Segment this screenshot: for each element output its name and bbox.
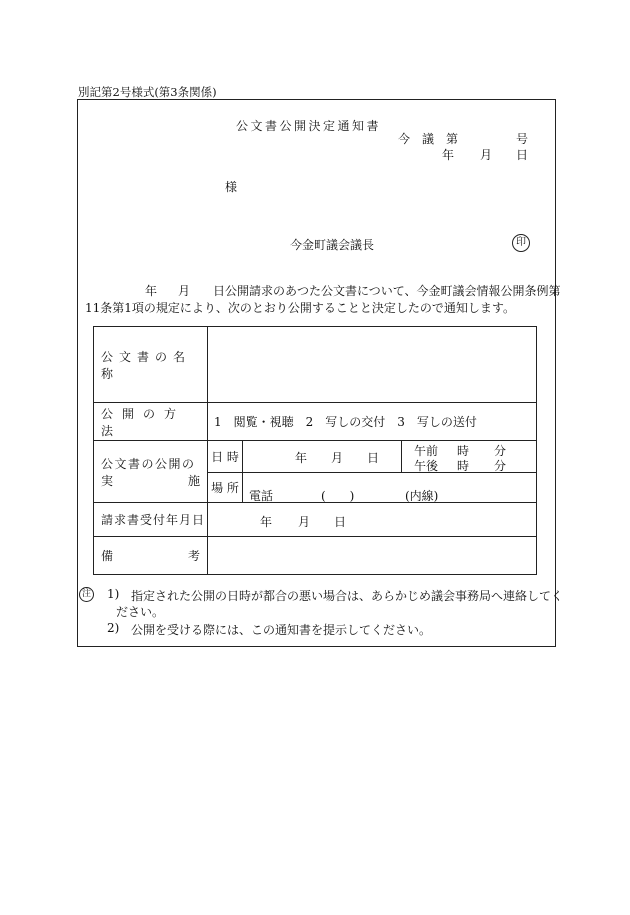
- date-year: 年: [442, 148, 455, 162]
- label-impl-line1: 公文書の公開の: [101, 456, 196, 471]
- date-month: 月: [480, 148, 493, 162]
- label-document-name: [94, 327, 208, 403]
- value-remarks: [208, 537, 537, 575]
- label-datetime: 日 時: [208, 441, 243, 473]
- body-month: 月: [178, 284, 191, 298]
- value-date: [243, 441, 402, 473]
- label-impl-line2: [94, 472, 207, 489]
- note-1-line-2: ださい。: [116, 605, 165, 619]
- rec-day: 日: [334, 515, 347, 529]
- am-minute: 分: [494, 444, 507, 458]
- label-method: [94, 403, 208, 441]
- doc-number-prefix: 今 議 第: [398, 132, 459, 146]
- doc-number-suffix: 号: [516, 132, 529, 146]
- table-row: [94, 327, 537, 403]
- label-text: 公文書の名称: [101, 349, 192, 381]
- note-mark: 注: [79, 587, 94, 602]
- label-remarks-char: 考: [187, 549, 200, 563]
- body-line-2: 11条第1項の規定により、次のとおり公開することと決定したので通知します。: [85, 301, 515, 315]
- label-place: 場 所: [208, 473, 243, 503]
- note-2-text: 公開を受ける際には、この通知書を提示してください。: [131, 623, 432, 637]
- am-hour: 時: [457, 444, 470, 458]
- pm-hour: 時: [457, 459, 470, 473]
- issuer: 今金町議会議長: [290, 238, 375, 252]
- am-label: 午前: [414, 444, 439, 458]
- label-impl-char: 施: [187, 473, 200, 488]
- table-row: [94, 503, 537, 537]
- table-row: [94, 537, 537, 575]
- form-reference: 別記第2号様式(第3条関係): [78, 85, 217, 99]
- value-document-name: [208, 327, 537, 403]
- label-remarks-text: [94, 547, 207, 564]
- pm-label: 午後: [414, 459, 439, 473]
- addressee: 様: [225, 180, 238, 194]
- note-1-line-1: 指定された公開の日時が都合の悪い場合は、あらかじめ議会事務局へ連絡してく: [131, 589, 564, 603]
- label-text: 公開の方法: [101, 406, 186, 438]
- value-received: [208, 503, 537, 537]
- document-title: 公文書公開決定通知書: [236, 119, 382, 133]
- notice-table: [93, 326, 537, 575]
- dt-day: 日: [367, 451, 380, 465]
- seal-mark: 印: [512, 234, 530, 252]
- label-remarks-char: 備: [101, 549, 114, 563]
- label-impl-char: 実: [101, 473, 114, 488]
- phone-area: ( ): [321, 489, 355, 503]
- note-1-number: 1): [107, 587, 120, 601]
- body-year: 年: [145, 284, 158, 298]
- label-remarks: [94, 537, 208, 575]
- body-line-1: 日公開請求のあつた公文書について、今金町議会情報公開条例第: [213, 284, 561, 298]
- pm-minute: 分: [494, 459, 507, 473]
- table-row: [94, 441, 537, 473]
- dt-month: 月: [331, 451, 344, 465]
- rec-month: 月: [298, 515, 311, 529]
- value-method: 1 閲覧・視聴 2 写しの交付 3 写しの送付: [208, 403, 537, 441]
- phone-label: 電話: [249, 489, 274, 503]
- label-text: 請求書受付年月日: [101, 513, 206, 527]
- value-place: [243, 473, 537, 503]
- note-2-number: 2): [107, 621, 120, 635]
- value-time: [402, 441, 537, 473]
- phone-extension: (内線): [405, 489, 439, 503]
- table-row: [94, 403, 537, 441]
- date-day: 日: [516, 148, 529, 162]
- label-implementation: [94, 441, 208, 503]
- rec-year: 年: [260, 515, 273, 529]
- label-received: [94, 503, 208, 537]
- dt-year: 年: [295, 451, 308, 465]
